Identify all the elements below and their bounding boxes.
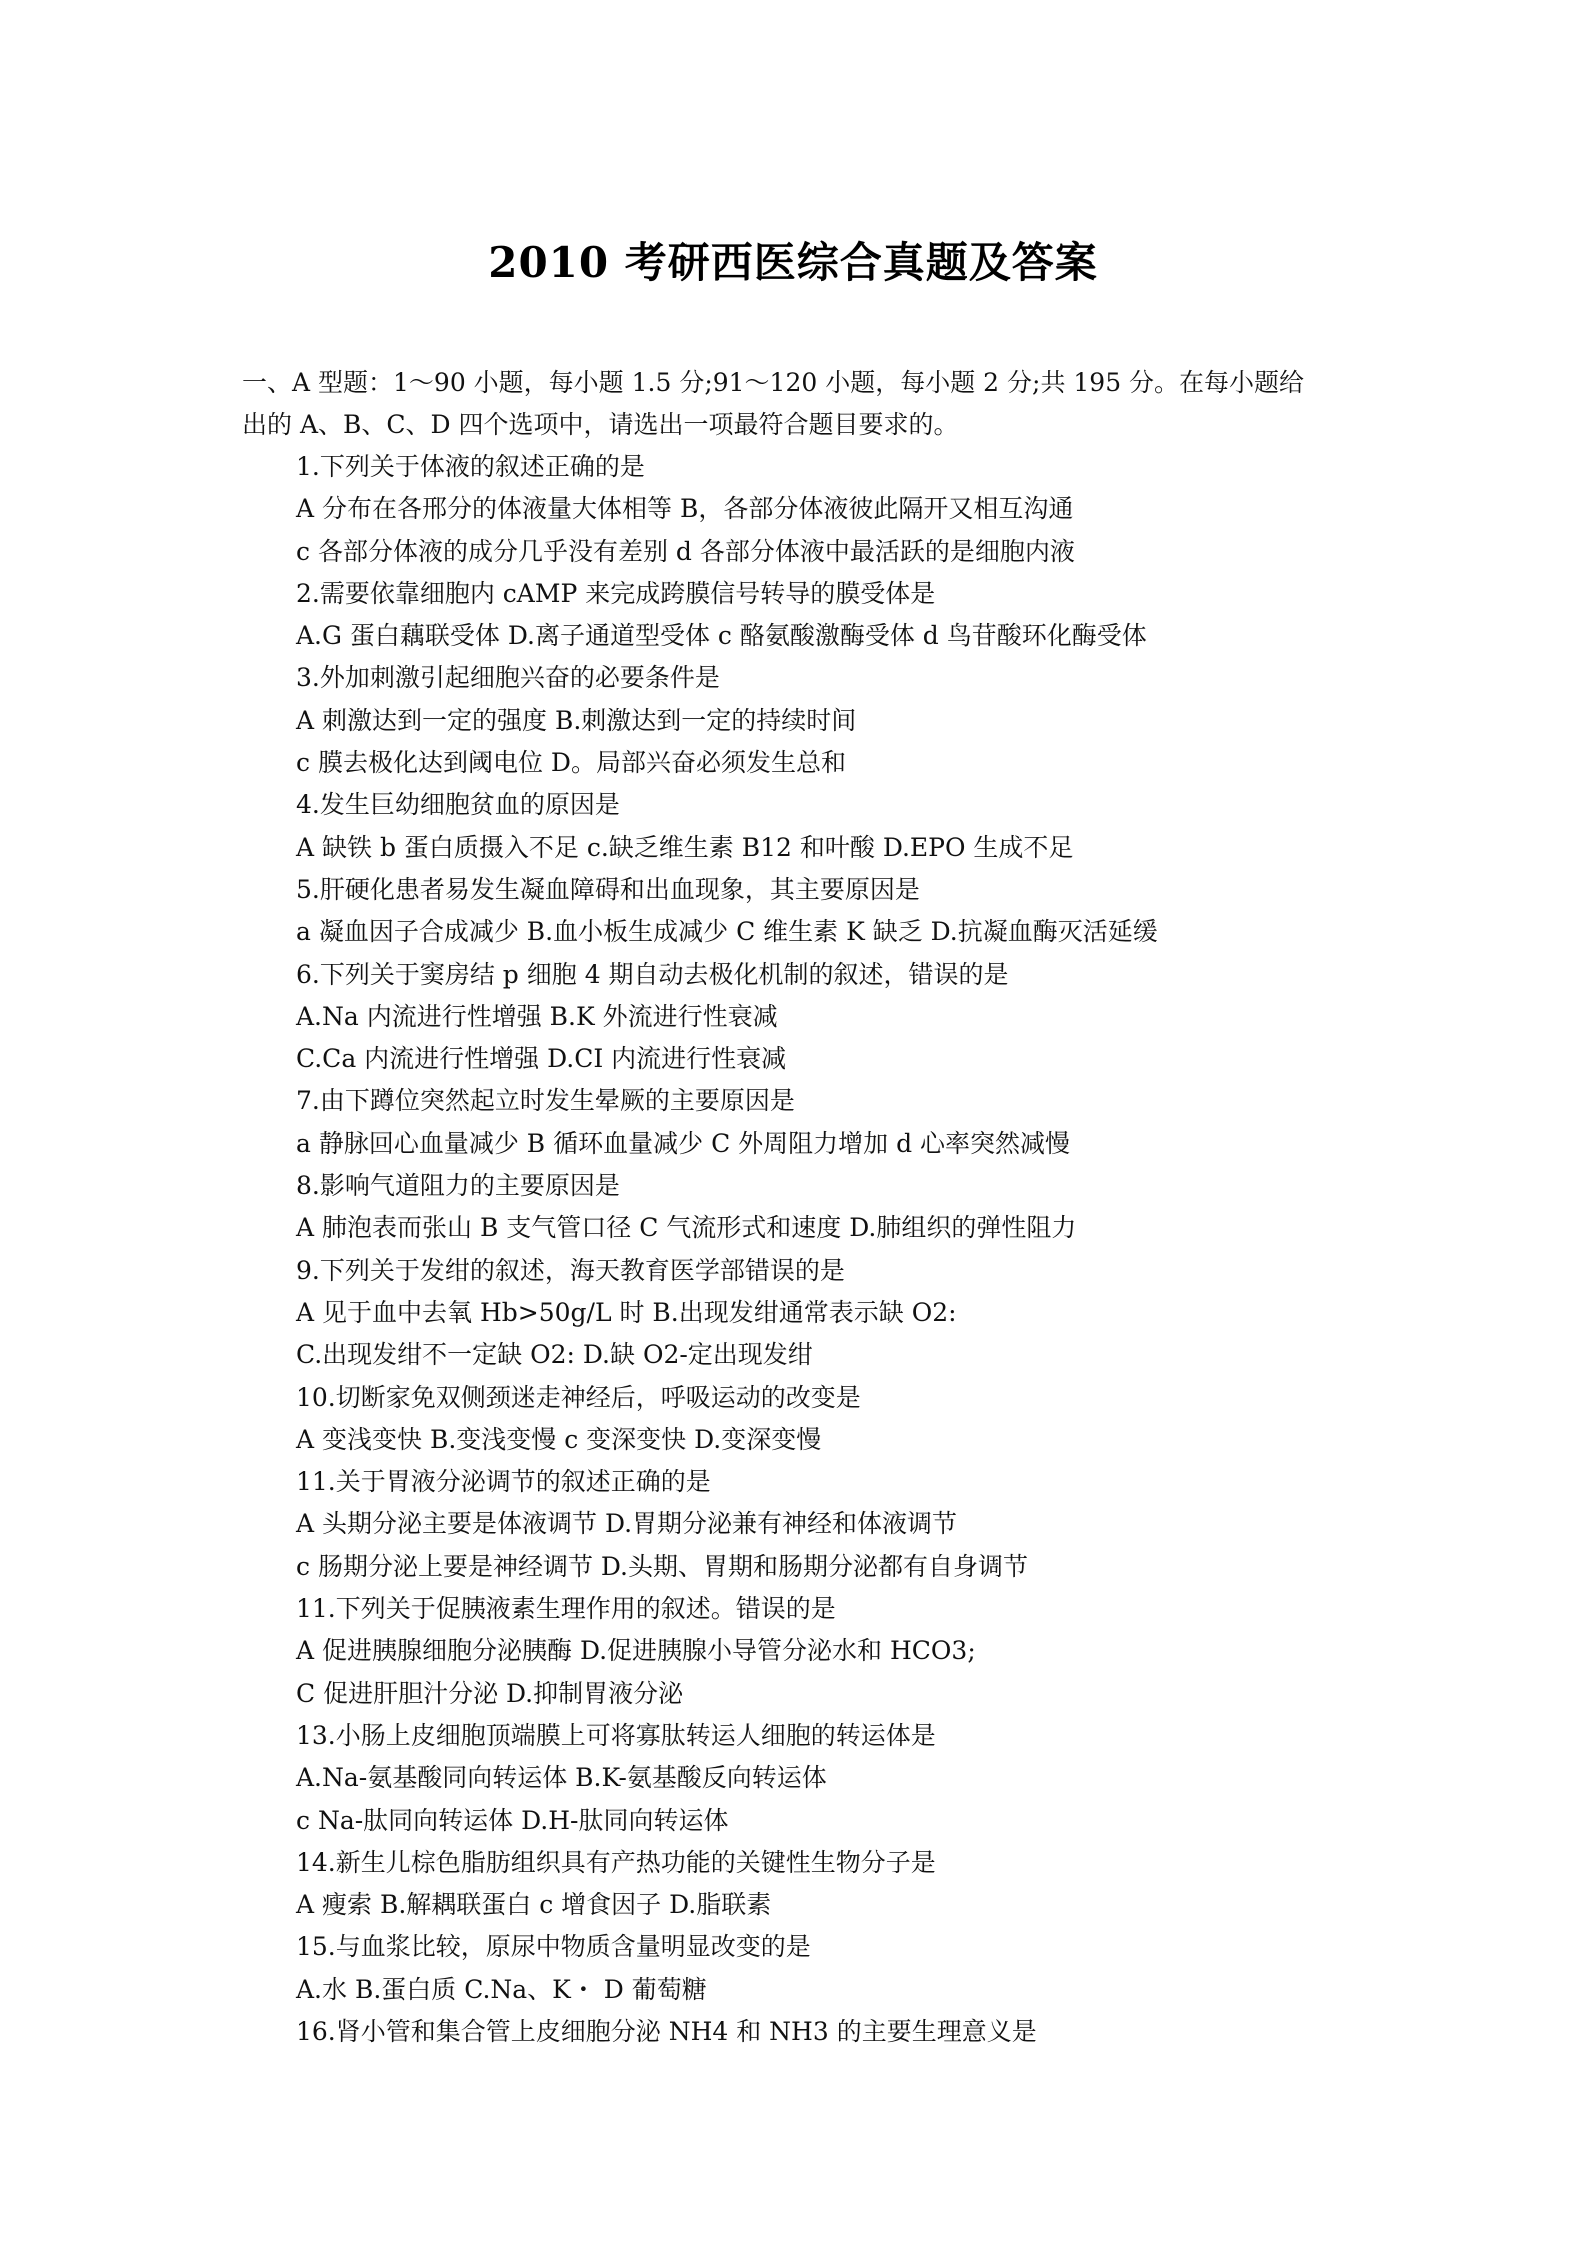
option-line: A 头期分泌主要是体液调节 D.胃期分泌兼有神经和体液调节 bbox=[296, 1509, 958, 1539]
question-line: 11.关于胃液分泌调节的叙述正确的是 bbox=[296, 1467, 711, 1497]
option-line: A 分布在各邢分的体液量大体相等 B，各部分体液彼此隔开又相互沟通 bbox=[296, 494, 1074, 524]
question-line: 6.下列关于窦房结 p 细胞 4 期自动去极化机制的叙述，错误的是 bbox=[296, 959, 1009, 989]
option-line: c Na-肽同向转运体 D.H-肽同向转运体 bbox=[296, 1805, 729, 1835]
option-line: A 见于血中去氧 Hb>50g/L 时 B.出现发绀通常表示缺 O2: bbox=[296, 1297, 957, 1327]
question-line: 10.切断家免双侧颈迷走神经后，呼吸运动的改变是 bbox=[296, 1382, 861, 1412]
intro-line: 一、A 型题：1～90 小题，每小题 1.5 分;91～120 小题，每小题 2 分;共 195 分。在每小题给 bbox=[242, 368, 1305, 397]
intro-line: 出的 A、B、C、D 四个选项中，请选出一项最符合题目要求的。 bbox=[242, 410, 959, 439]
option-line: A.G 蛋白藕联受体 D.离子通道型受体 c 酪氨酸激酶受体 d 鸟苷酸环化酶受体 bbox=[296, 621, 1147, 651]
question-line: 9.下列关于发绀的叙述，海天教育医学部错误的是 bbox=[296, 1255, 845, 1285]
question-line: 8.影响气道阻力的主要原因是 bbox=[296, 1171, 620, 1201]
question-line: 16.肾小管和集合管上皮细胞分泌 NH4 和 NH3 的主要生理意义是 bbox=[296, 2016, 1037, 2046]
option-line: A 瘦索 B.解耦联蛋白 c 增食因子 D.脂联素 bbox=[296, 1890, 772, 1920]
option-line: A 变浅变快 B.变浅变慢 c 变深变快 D.变深变慢 bbox=[296, 1424, 822, 1454]
option-line: a 凝血因子合成减少 B.血小板生成减少 C 维生素 K 缺乏 D.抗凝血酶灭活延缓 bbox=[296, 917, 1158, 947]
option-line: c 膜去极化达到阈电位 D。局部兴奋必须发生总和 bbox=[296, 748, 846, 778]
option-line: C 促进肝胆汁分泌 D.抑制胃液分泌 bbox=[296, 1678, 684, 1708]
question-line: 5.肝硬化患者易发生凝血障碍和出血现象，其主要原因是 bbox=[296, 874, 920, 904]
option-line: A 刺激达到一定的强度 B.刺激达到一定的持续时间 bbox=[296, 705, 857, 735]
option-line: C.Ca 内流进行性增强 D.CI 内流进行性衰减 bbox=[296, 1044, 787, 1074]
document-title: 2010 考研西医综合真题及答案 bbox=[488, 238, 1098, 288]
option-line: A 促进胰腺细胞分泌胰酶 D.促进胰腺小导管分泌水和 HCO3; bbox=[296, 1636, 976, 1666]
question-line: 2.需要依靠细胞内 cAMP 来完成跨膜信号转导的膜受体是 bbox=[296, 578, 936, 608]
question-line: 3.外加刺激引起细胞兴奋的必要条件是 bbox=[296, 663, 720, 693]
option-line: A.水 B.蛋白质 C.Na、K・ D 葡萄糖 bbox=[296, 1974, 707, 2004]
question-line: 7.由下蹲位突然起立时发生晕厥的主要原因是 bbox=[296, 1086, 795, 1116]
question-list bbox=[296, 446, 1396, 2053]
question-line: 1.下列关于体液的叙述正确的是 bbox=[296, 452, 645, 481]
option-line: A.Na-氨基酸同向转运体 B.K-氨基酸反向转运体 bbox=[296, 1763, 827, 1793]
option-line: a 静脉回心血量减少 B 循环血量减少 C 外周阻力增加 d 心率突然减慢 bbox=[296, 1128, 1071, 1158]
question-line: 15.与血浆比较，原尿中物质含量明显改变的是 bbox=[296, 1932, 811, 1962]
option-line: A 缺铁 b 蛋白质摄入不足 c.缺乏维生素 B12 和叶酸 D.EPO 生成不足 bbox=[296, 832, 1074, 862]
option-line: C.出现发绀不一定缺 O2: D.缺 O2-定出现发绀 bbox=[296, 1340, 813, 1370]
option-line: c 各部分体液的成分几乎没有差别 d 各部分体液中最活跃的是细胞内液 bbox=[296, 536, 1075, 566]
section-intro bbox=[242, 362, 1362, 446]
option-line: c 肠期分泌上要是神经调节 D.头期、胃期和肠期分泌都有自身调节 bbox=[296, 1551, 1028, 1581]
question-line: 14.新生儿棕色脂肪组织具有产热功能的关键性生物分子是 bbox=[296, 1847, 936, 1877]
option-line: A.Na 内流进行性增强 B.K 外流进行性衰减 bbox=[296, 1001, 778, 1031]
question-line: 13.小肠上皮细胞顶端膜上可将寡肽转运人细胞的转运体是 bbox=[296, 1720, 936, 1750]
option-line: A 肺泡表而张山 B 支气管口径 C 气流形式和速度 D.肺组织的弹性阻力 bbox=[296, 1213, 1077, 1243]
question-line: 11.下列关于促胰液素生理作用的叙述。错误的是 bbox=[296, 1594, 836, 1624]
question-line: 4.发生巨幼细胞贫血的原因是 bbox=[296, 790, 620, 820]
